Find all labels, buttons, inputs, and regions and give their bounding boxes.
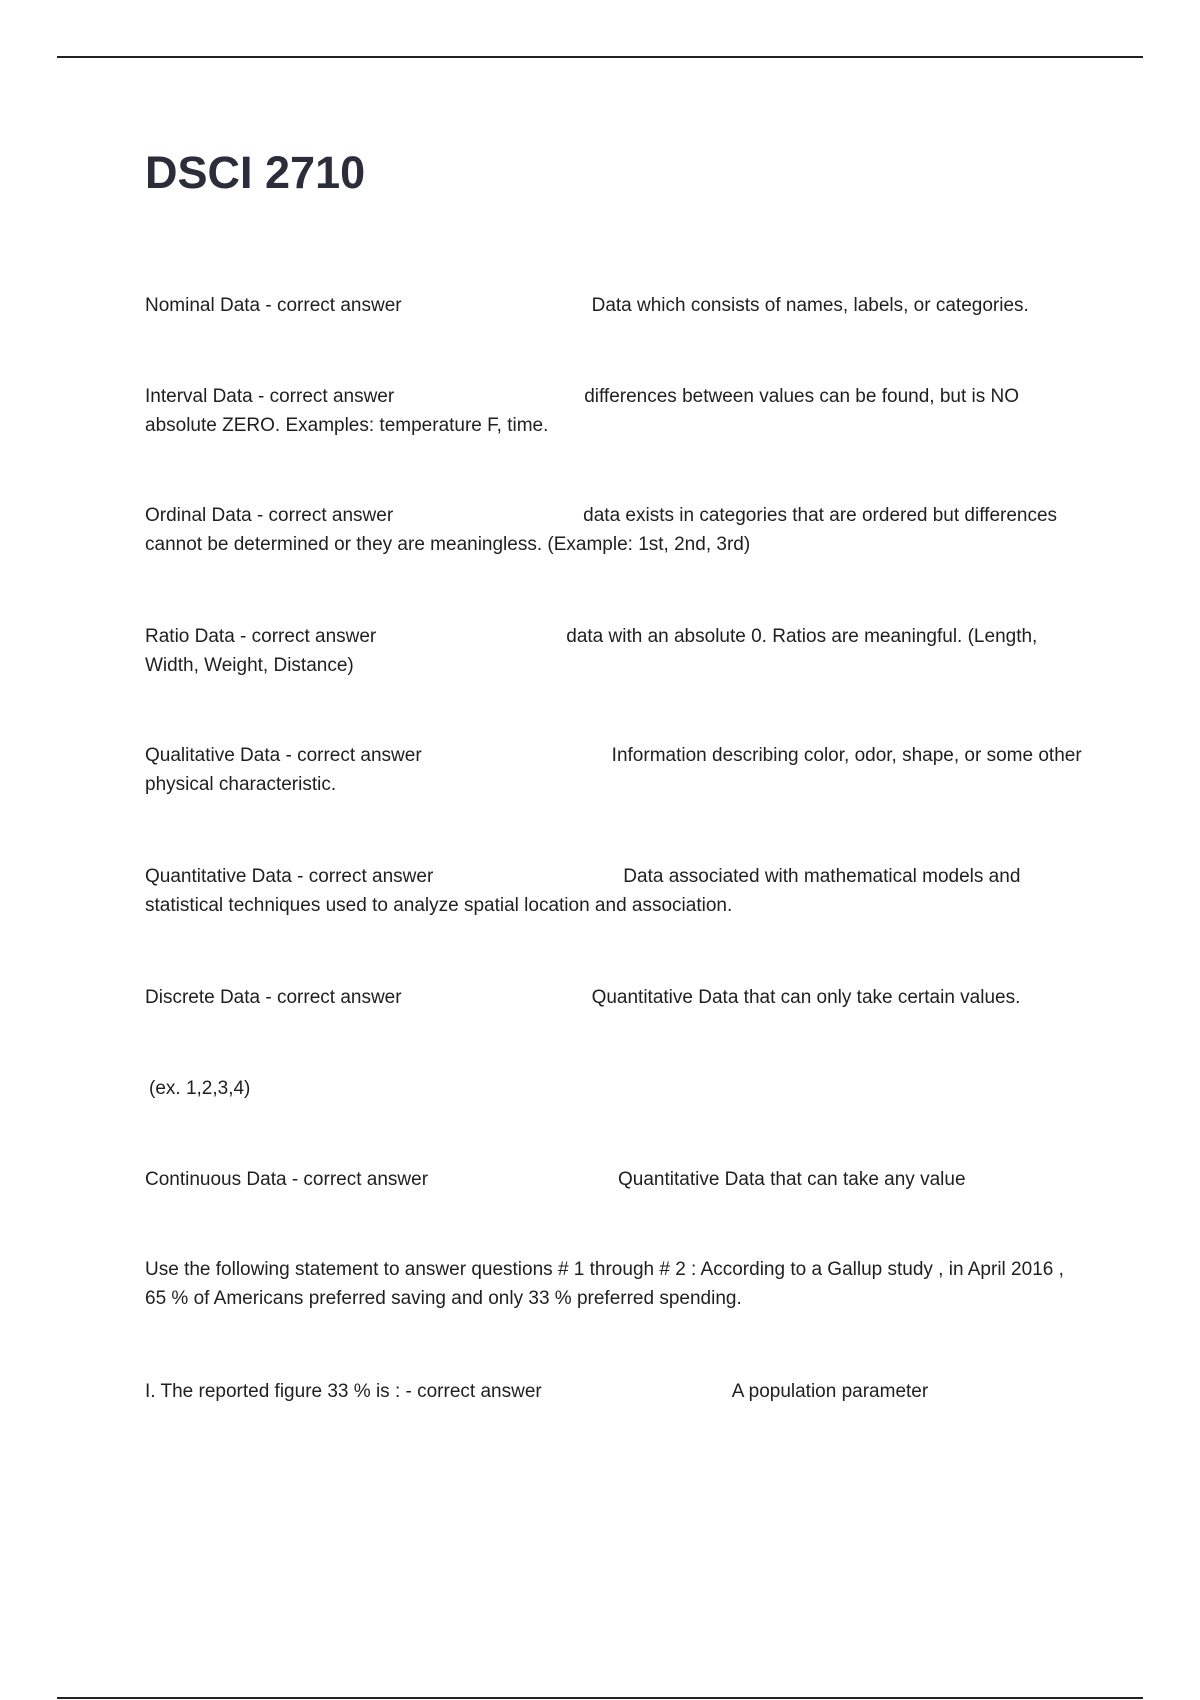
entry-answer: A population parameter — [731, 1381, 929, 1402]
entry-question: Interval Data - correct answer — [145, 386, 395, 407]
entry-qualitative — [145, 741, 1090, 799]
entry-question: Quantitative Data - correct answer — [145, 866, 434, 887]
entry-answer: Quantitative Data that can take any value — [618, 1169, 966, 1190]
entry-answer: data with an absolute 0. Ratios are meaningful. (Length, Width, Weight, Distance) — [145, 626, 1038, 676]
page-title: DSCI 2710 — [145, 147, 366, 198]
entry-discrete — [145, 983, 1090, 1012]
entry-question: Discrete Data - correct answer — [145, 987, 402, 1008]
bottom-rule — [57, 1697, 1143, 1699]
entry-answer: Data associated with mathematical models and statistical techniques used to analyze spatial location and association. — [145, 866, 1021, 916]
entry-question: Nominal Data - correct answer — [145, 295, 402, 316]
entry-answer: data exists in categories that are ordered but differences cannot be determined or they are meaningless. (Example: 1st, 2nd, 3rd) — [145, 505, 1058, 555]
entry-nominal — [145, 291, 1090, 320]
entry-ratio — [145, 622, 1090, 680]
entry-ordinal — [145, 501, 1090, 559]
entry-continuous — [145, 1165, 1090, 1194]
entry-discrete-example — [149, 1074, 1094, 1103]
entry-answer: Information describing color, odor, shape, or some other physical characteristic. — [145, 745, 1082, 795]
entry-question: Qualitative Data - correct answer — [145, 745, 422, 766]
entry-answer: Quantitative Data that can only take certain values. — [591, 987, 1021, 1008]
entry-answer: Data which consists of names, labels, or categories. — [591, 295, 1029, 316]
entry-answer: (ex. 1,2,3,4) — [149, 1078, 251, 1099]
entry-statement — [145, 1255, 1090, 1313]
entry-answer: differences between values can be found, but is NO absolute ZERO. Examples: temperature F, time. — [145, 386, 1020, 436]
entry-quantitative — [145, 862, 1090, 920]
entry-question: Ordinal Data - correct answer — [145, 505, 394, 526]
entry-interval — [145, 382, 1090, 440]
entry-question: Ratio Data - correct answer — [145, 626, 377, 647]
entry-question: Continuous Data - correct answer — [145, 1169, 429, 1190]
entry-question: Use the following statement to answer questions # 1 through # 2 : According to a Gallup study , in April 2016 , 65 % of Americans preferred saving and only 33 % preferred spending. — [145, 1259, 1064, 1309]
entry-question: I. The reported figure 33 % is : - correct answer — [145, 1381, 542, 1402]
entry-question-1 — [145, 1377, 1090, 1406]
top-rule — [57, 56, 1143, 58]
